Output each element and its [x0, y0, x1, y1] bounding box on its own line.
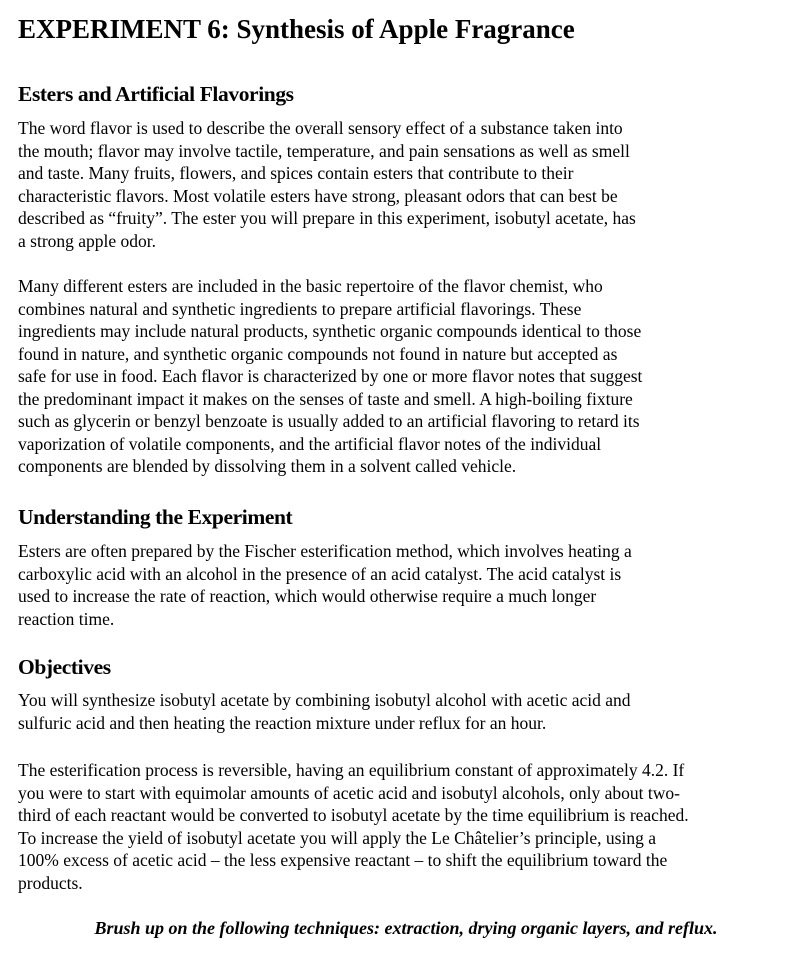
paragraph-flavor-chemist [18, 275, 642, 478]
text-line: sulfuric acid and then heating the reaction mixture under reflux for an hour. [18, 712, 547, 733]
text-line: vaporization of volatile components, and the artificial flavor notes of the individual [18, 433, 602, 454]
text-line: found in nature, and synthetic organic compounds not found in nature but accepted as [18, 343, 618, 364]
text-line: components are blended by dissolving them in a solvent called vehicle. [18, 456, 517, 476]
paragraph-synthesis-objective [18, 689, 631, 734]
text-line: carboxylic acid with an alcohol in the presence of an acid catalyst. The acid catalyst is [18, 563, 622, 584]
text-line: 100% excess of acetic acid – the less expensive reactant – to shift the equilibrium toward the [18, 850, 668, 870]
text-line: The esterification process is reversible, having an equilibrium constant of approximately 4.2. If [18, 760, 685, 780]
text-line: safe for use in food. Each flavor is characterized by one or more flavor notes that suggest [18, 366, 643, 386]
text-line: ingredients may include natural products, synthetic organic compounds identical to those [18, 321, 642, 341]
text-line: and taste. Many fruits, flowers, and spices contain esters that contribute to their [18, 163, 574, 183]
text-line: such as glycerin or benzyl benzoate is usually added to an artificial flavoring to retard its [18, 411, 640, 431]
text-line: the mouth; flavor may involve tactile, temperature, and pain sensations as well as smell [18, 140, 630, 161]
text-line: The word flavor is used to describe the overall sensory effect of a substance taken into [18, 118, 623, 138]
page-title: EXPERIMENT 6: Synthesis of Apple Fragrance [18, 14, 575, 44]
text-line: Many different esters are included in the basic repertoire of the flavor chemist, who [18, 276, 603, 296]
text-line: Esters are often prepared by the Fischer esterification method, which involves heating a [18, 541, 632, 561]
text-line: described as “fruity”. The ester you will prepare in this experiment, isobutyl acetate, has [18, 208, 636, 228]
text-line: products. [18, 872, 83, 893]
text-line: used to increase the rate of reaction, which would otherwise require a much longer [18, 586, 597, 606]
section-heading-understanding: Understanding the Experiment [18, 505, 293, 529]
paragraph-equilibrium [18, 759, 689, 894]
text-line: You will synthesize isobutyl acetate by combining isobutyl alcohol with acetic acid and [18, 690, 631, 710]
paragraph-flavor-definition [18, 117, 636, 252]
text-line: combines natural and synthetic ingredients to prepare artificial flavorings. These [18, 298, 582, 319]
text-line: reaction time. [18, 608, 115, 629]
section-heading-esters: Esters and Artificial Flavorings [18, 82, 294, 106]
techniques-note: Brush up on the following techniques: extraction, drying organic layers, and reflux. [94, 918, 718, 938]
text-line: a strong apple odor. [18, 230, 157, 251]
text-line: you were to start with equimolar amounts of acetic acid and isobutyl alcohols, only about two- [18, 782, 680, 803]
section-heading-objectives: Objectives [18, 655, 111, 679]
text-line: third of each reactant would be converted to isobutyl acetate by the time equilibrium is reached. [18, 805, 689, 825]
text-line: the predominant impact it makes on the senses of taste and smell. A high-boiling fixture [18, 388, 633, 409]
text-line: characteristic flavors. Most volatile esters have strong, pleasant odors that can best be [18, 185, 618, 206]
paragraph-fischer-esterification [18, 540, 632, 630]
text-line: To increase the yield of isobutyl acetate you will apply the Le Châtelier’s principle, using a [18, 827, 656, 848]
